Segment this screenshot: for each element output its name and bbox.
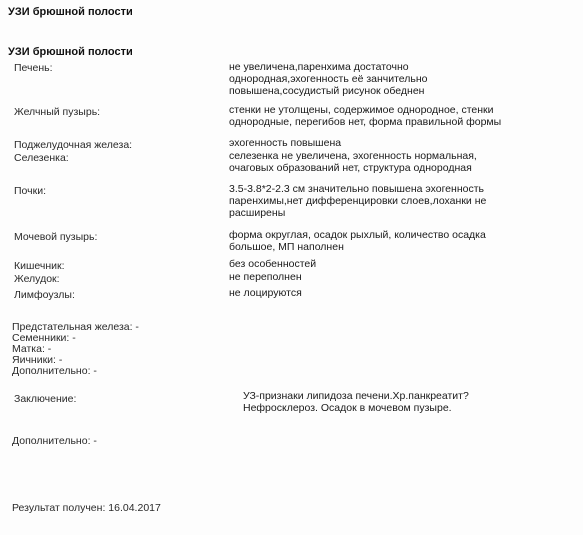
finding-value-line: селезенка не увеличена, эхогенность нормальная, (229, 150, 477, 162)
finding-value-line: однородная,эхогенность её занчительно (229, 73, 428, 85)
conclusion-text (243, 390, 563, 414)
finding-value-line: форма округлая, осадок рыхлый, количество осадка (229, 229, 486, 241)
finding-label: Лимфоузлы: (14, 289, 75, 301)
finding-value-line: очаговых образований нет, структура однородная (229, 162, 472, 174)
finding-value-line: расширены (229, 207, 286, 219)
finding-value-line: без особенностей (229, 258, 317, 270)
finding-value-line: не переполнен (229, 271, 302, 283)
finding-value-line: стенки не утолщены, содержимое однородное, стенки (229, 104, 494, 116)
additional-field: Дополнительно: - (12, 435, 97, 447)
conclusion-line: УЗ-признаки липидоза печени.Хр.панкреатит? (243, 390, 469, 402)
finding-value (229, 150, 564, 174)
finding-label: Печень: (14, 62, 53, 74)
finding-label: Мочевой пузырь: (14, 231, 98, 243)
finding-value-line: эхогенность повышена (229, 137, 342, 149)
finding-value-line: однородные, перегибов нет, форма правильной формы (229, 116, 502, 128)
extra-field-line: Дополнительно: - (12, 365, 97, 377)
finding-label: Поджелудочная железа: (14, 139, 133, 151)
finding-value-line: большое, МП наполнен (229, 241, 344, 253)
finding-value-line: 3.5-3.8*2-2.3 см значительно повышена эхогенность (229, 183, 484, 195)
finding-value (229, 183, 564, 219)
extra-field-line: Семенники: - (12, 332, 76, 344)
finding-value (229, 229, 564, 253)
finding-label: Почки: (14, 185, 47, 197)
finding-value (229, 61, 564, 97)
finding-value (229, 271, 564, 283)
extra-field-line: Предстательная железа: - (12, 321, 139, 333)
finding-value-line: не лоцируются (229, 287, 302, 299)
section-title: УЗИ брюшной полости (8, 46, 133, 58)
finding-value (229, 137, 564, 149)
finding-value (229, 258, 564, 270)
finding-value (229, 104, 564, 128)
extra-fields (12, 322, 139, 377)
finding-label: Желудок: (14, 273, 60, 285)
result-date: Результат получен: 16.04.2017 (12, 502, 161, 514)
finding-label: Кишечник: (14, 260, 65, 272)
conclusion-label: Заключение: (14, 393, 77, 405)
finding-label: Желчный пузырь: (14, 106, 101, 118)
finding-value-line: паренхимы,нет дифференцировки слоев,лоханки не (229, 195, 487, 207)
extra-field-line: Матка: - (12, 343, 52, 355)
finding-value-line: повышена,сосудистый рисунок обеднен (229, 85, 425, 97)
finding-value-line: не увеличена,паренхима достаточно (229, 61, 409, 73)
finding-label: Селезенка: (14, 152, 69, 164)
conclusion-line: Нефросклероз. Осадок в мочевом пузыре. (243, 402, 452, 414)
report-header-title: УЗИ брюшной полости (8, 6, 133, 18)
finding-value (229, 287, 564, 299)
extra-field-line: Яичники: - (12, 354, 63, 366)
